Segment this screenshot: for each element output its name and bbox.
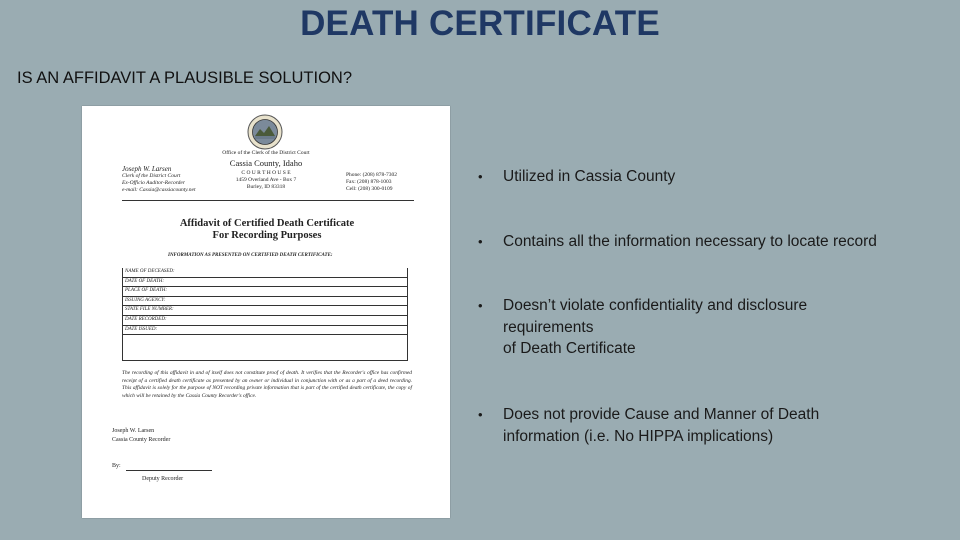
affidavit-title-line-1: Affidavit of Certified Death Certificate <box>179 218 355 229</box>
bullet-text: Doesn’t violate confidentiality and disclosure requirements of Death Certificate <box>503 297 808 357</box>
death-info-fields <box>122 268 408 361</box>
cell-number: Cell: (208) 300-0109 <box>346 186 393 192</box>
county-seal-icon <box>247 114 283 150</box>
field-date-of-death: DATE OF DEATH: <box>123 278 407 288</box>
field-issuing-agency: ISSUING AGENCY: <box>123 297 407 307</box>
recorder-title: Clerk of the District Court <box>122 173 181 179</box>
bullet-text: Utilized in Cassia County <box>503 168 676 185</box>
field-date-recorded: DATE RECORDED: <box>123 316 407 326</box>
slide-title: DEATH CERTIFICATE <box>300 4 660 43</box>
address-line-2: Burley, ID 83318 <box>246 184 286 190</box>
phone-number: Phone: (208) 878-7302 <box>346 172 398 178</box>
field-date-issued: DATE ISSUED: <box>123 326 407 336</box>
info-heading: INFORMATION AS PRESENTED ON CERTIFIED DEATH CERTIFICATE: <box>168 253 333 258</box>
deputy-label: Deputy Recorder <box>142 476 184 482</box>
header-divider <box>122 200 414 201</box>
office-line: Office of the Clerk of the District Court <box>222 150 310 156</box>
bullet-text: Does not provide Cause and Manner of Death information (i.e. No HIPPA implications) <box>503 406 820 445</box>
affidavit-document-image <box>82 106 450 518</box>
recorder-name: Joseph W. Larsen <box>122 165 172 173</box>
field-place-of-death: PLACE OF DEATH: <box>123 287 407 297</box>
recorder-block <box>122 166 196 194</box>
affidavit-title <box>142 218 392 242</box>
bullet-dot-icon: • <box>478 169 483 184</box>
signature-name: Joseph W. Larsen <box>112 428 155 434</box>
signature-title: Cassia County Recorder <box>112 437 171 443</box>
county-name: Cassia County, Idaho <box>229 158 303 168</box>
signature-block <box>112 427 170 445</box>
affidavit-paragraph: The recording of this affidavit in and of itself does not constitute proof of death. It verifies that the Recorder's office has confirmed receipt of a certified death certificate as presented by an owner or individual in conjunction with or as a part of a deed recording. This affidavit is solely for the purpose of NOT recording private information that is part of the certified death certificate, the copy of which will be retained by the Cassia County Recorder's office. <box>122 370 412 399</box>
field-state-file-number: STATE FILE NUMBER: <box>123 306 407 316</box>
phone-block <box>346 172 397 193</box>
address-line-1: 1459 Overland Ave - Box 7 <box>235 177 297 183</box>
address-label: C O U R T H O U S E <box>241 170 291 176</box>
recorder-email: e-mail: Cassia@cassiacounty.net <box>122 187 196 193</box>
fax-number: Fax: (208) 878-1003 <box>346 179 392 185</box>
affidavit-title-line-2: For Recording Purposes <box>212 230 322 241</box>
bullet-dot-icon: • <box>478 298 483 313</box>
recorder-title-2: Ex-Officio Auditor-Recorder <box>122 180 185 186</box>
bullet-dot-icon: • <box>478 234 483 249</box>
field-name-of-deceased: NAME OF DECEASED: <box>123 268 407 278</box>
slide-subtitle: IS AN AFFIDAVIT A PLAUSIBLE SOLUTION? <box>17 69 353 87</box>
bullet-text: Contains all the information necessary to locate record <box>503 233 877 250</box>
by-label: By: <box>112 463 121 469</box>
bullet-dot-icon: • <box>478 407 483 422</box>
signature-line <box>126 470 212 471</box>
address-block <box>228 170 304 191</box>
